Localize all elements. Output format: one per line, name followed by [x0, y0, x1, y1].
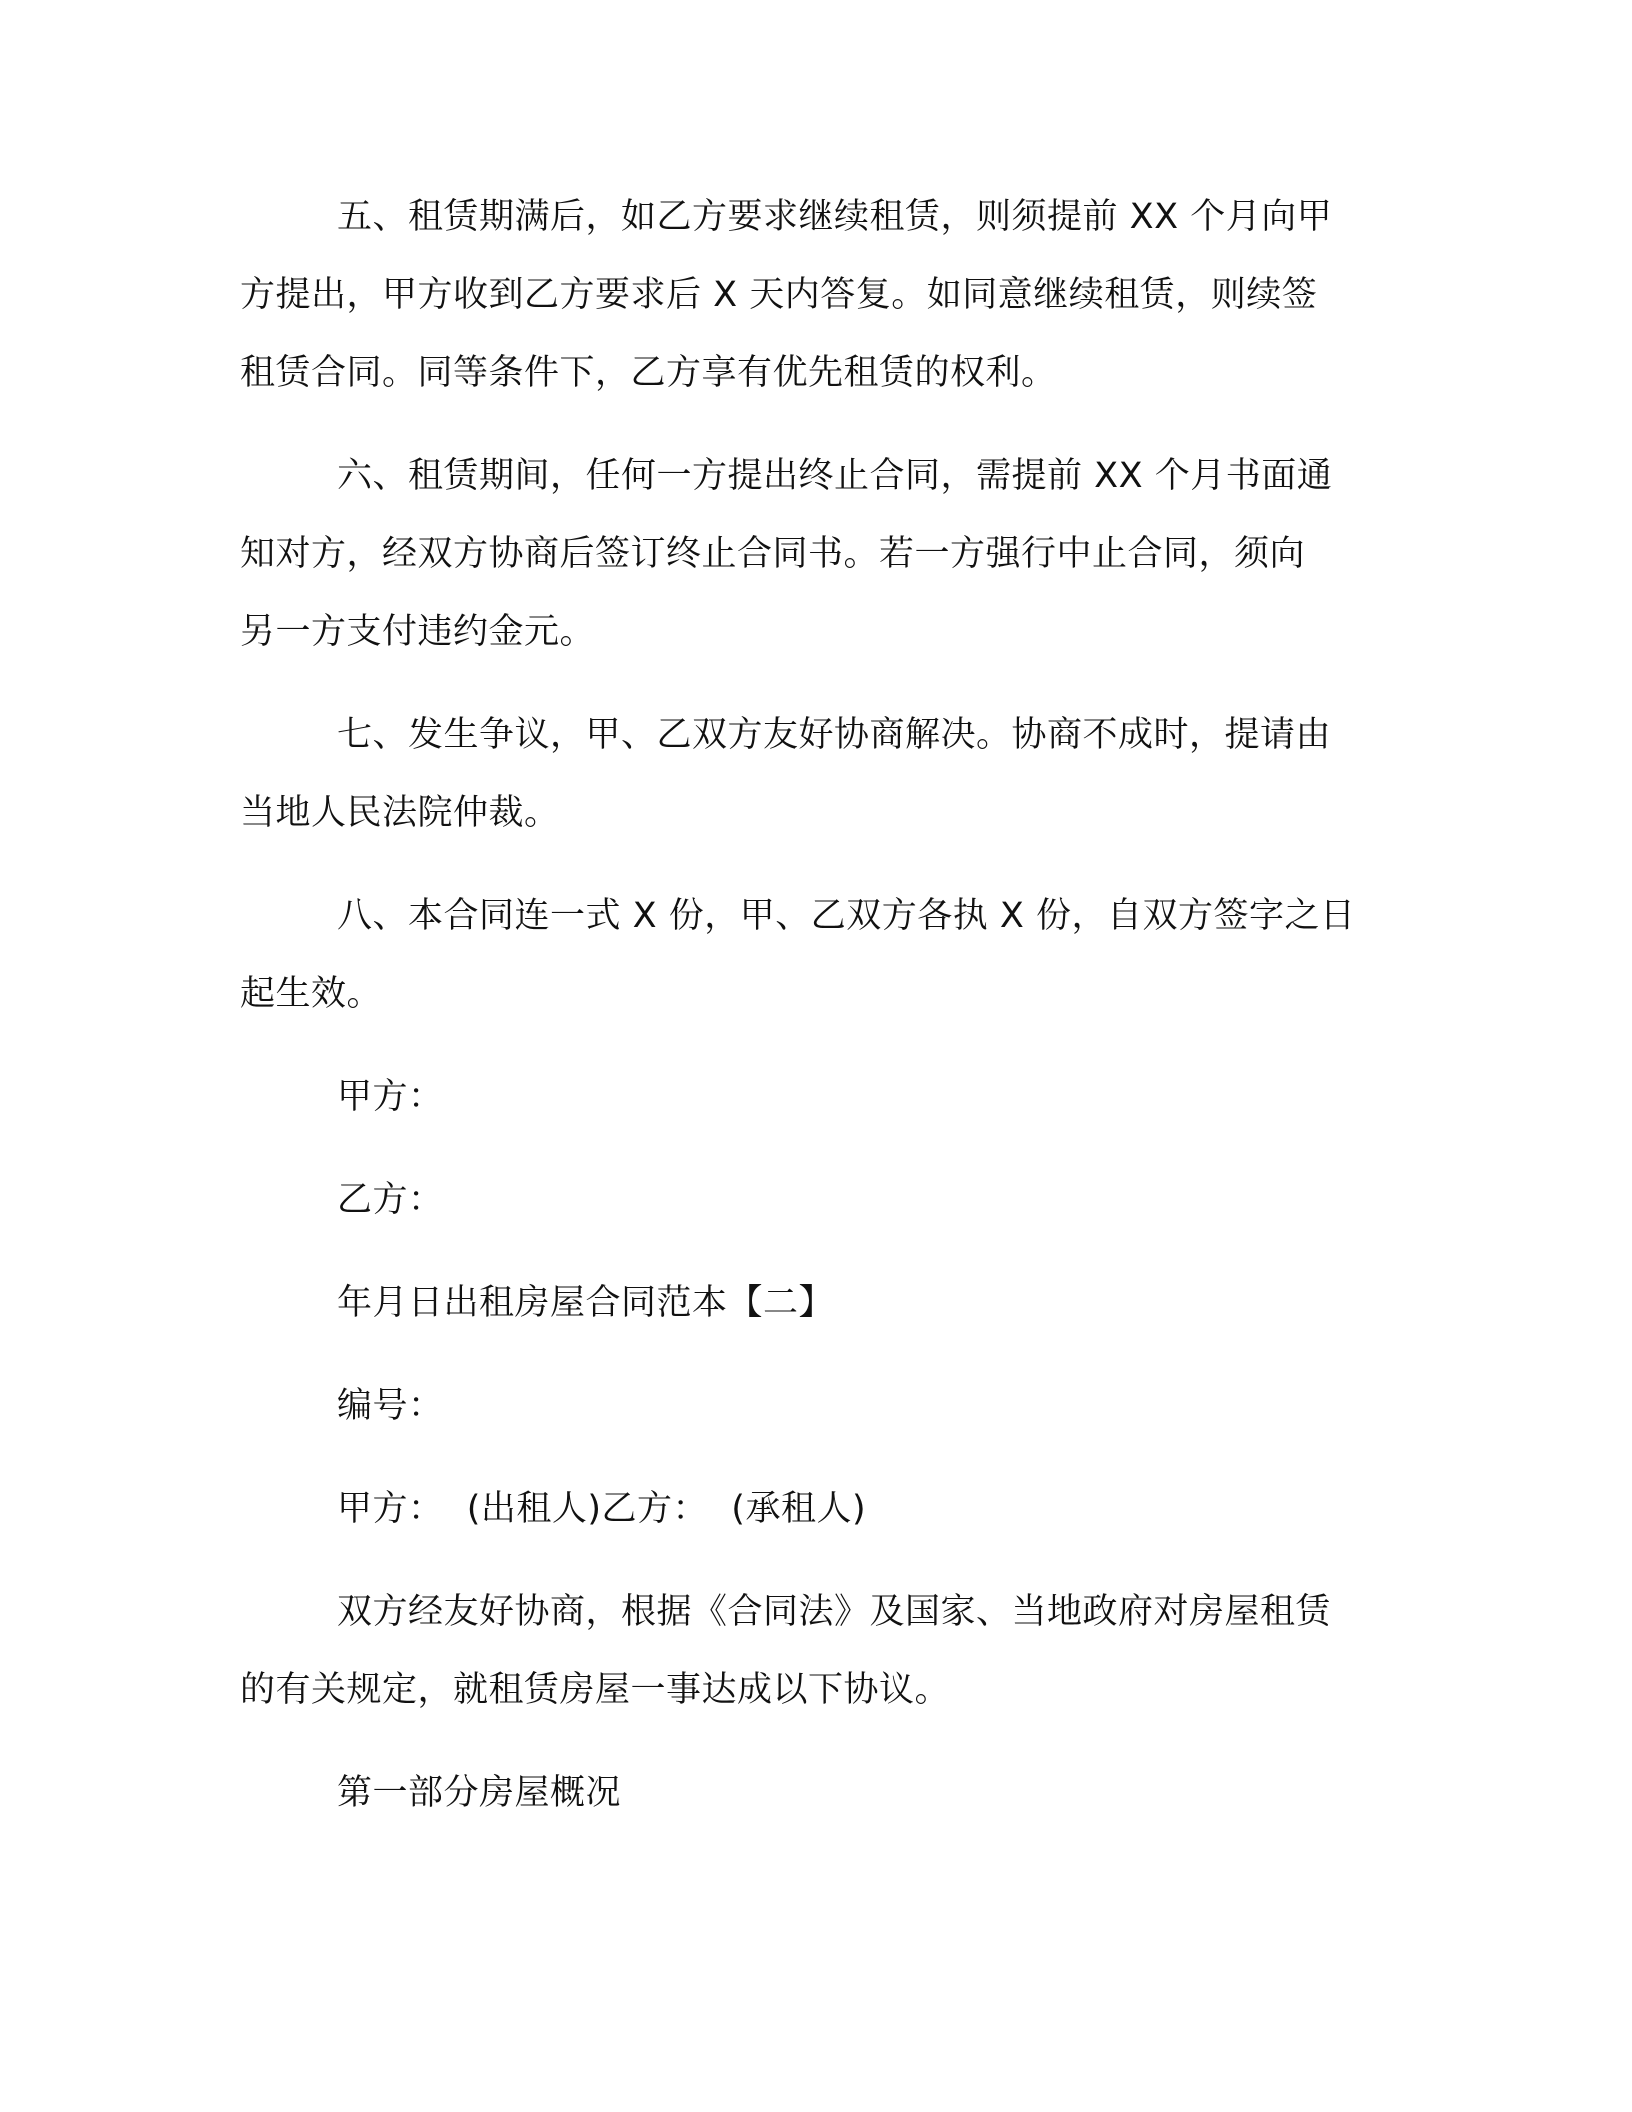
clause-5-line-2: 方提出，甲方收到乙方要求后 X 天内答复。如同意继续租赁，则续签: [240, 275, 1318, 315]
part-one-heading: 第一部分房屋概况: [337, 1773, 622, 1813]
agreement-intro-line-2: 的有关规定，就租赁房屋一事达成以下协议。: [240, 1670, 951, 1710]
section-title: 年月日出租房屋合同范本【二】: [337, 1283, 835, 1323]
clause-5-line-1: 五、租赁期满后，如乙方要求继续租赁，则须提前 XX 个月向甲: [337, 197, 1333, 237]
parties-line: 甲方： (出租人)乙方： (承租人): [337, 1489, 867, 1529]
agreement-intro-line-1: 双方经友好协商，根据《合同法》及国家、当地政府对房屋租赁: [337, 1592, 1332, 1632]
clause-8-line-1: 八、本合同连一式 X 份，甲、乙双方各执 X 份，自双方签字之日: [337, 896, 1356, 936]
party-b-label: 乙方：: [337, 1180, 444, 1220]
clause-7-line-1: 七、发生争议，甲、乙双方友好协商解决。协商不成时，提请由: [337, 715, 1332, 755]
clause-6-line-3: 另一方支付违约金元。: [240, 612, 596, 652]
contract-number-label: 编号：: [337, 1386, 444, 1426]
clause-7-line-2: 当地人民法院仲裁。: [240, 793, 560, 833]
clause-5-line-3: 租赁合同。同等条件下，乙方享有优先租赁的权利。: [240, 353, 1057, 393]
party-a-label: 甲方：: [337, 1077, 444, 1117]
clause-6-line-1: 六、租赁期间，任何一方提出终止合同，需提前 XX 个月书面通: [337, 456, 1333, 496]
clause-6-line-2: 知对方，经双方协商后签订终止合同书。若一方强行中止合同，须向: [240, 534, 1306, 574]
clause-8-line-2: 起生效。: [240, 974, 383, 1014]
